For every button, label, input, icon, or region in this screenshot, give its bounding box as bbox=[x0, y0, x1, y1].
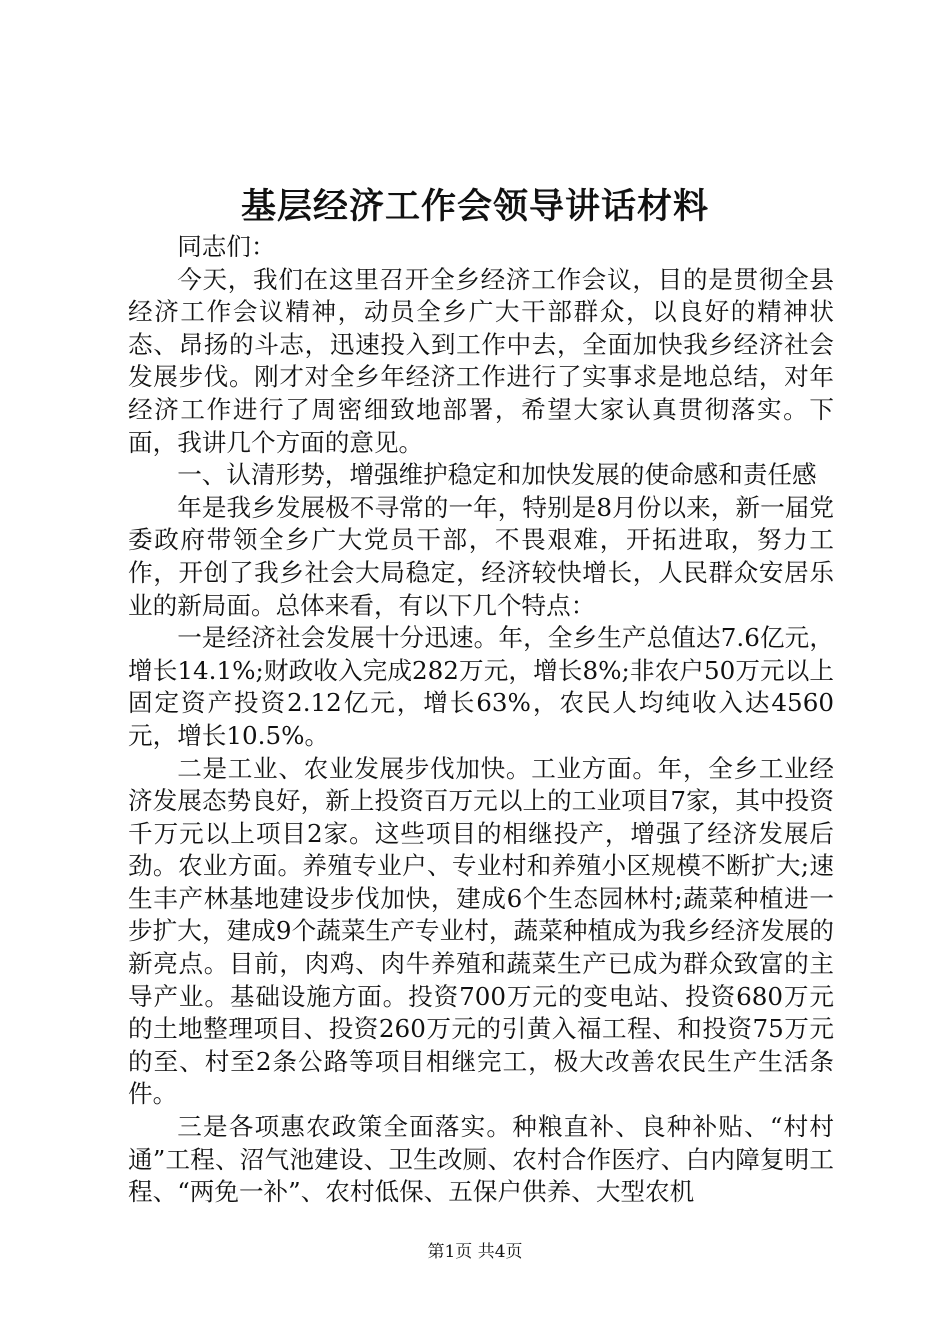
body-paragraph: 一是经济社会发展十分迅速。年，全乡生产总值达7.6亿元，增长14.1%;财政收入完成282万元，增长8%;非农户50万元以上固定资产投资2.12亿元，增长63%，农民人均纯收入达4560元，增长10.5%。 bbox=[128, 623, 834, 750]
intro-paragraph: 今天，我们在这里召开全乡经济工作会议，目的是贯彻全县经济工作会议精神，动员全乡广大干部群众，以良好的精神状态、昂扬的斗志，迅速投入到工作中去，全面加快我乡经济社会发展步伐。刚才对全乡年经济工作进行了实事求是地总结，对年经济工作进行了周密细致地部署，希望大家认真贯彻落实。下面，我讲几个方面的意见。 bbox=[128, 264, 834, 457]
salutation-paragraph: 同志们： bbox=[177, 232, 276, 261]
body-paragraph: 年是我乡发展极不寻常的一年，特别是8月份以来，新一届党委政府带领全乡广大党员干部，不畏艰难，开拓进取，努力工作，开创了我乡社会大局稳定，经济较快增长，人民群众安居乐业的新局面。总体来看，有以下几个特点： bbox=[128, 492, 834, 620]
section-heading-1: 一、认清形势，增强维护稳定和加快发展的使命感和责任感 bbox=[177, 460, 817, 490]
page-number-footer: 第1页 共4页 bbox=[427, 1242, 523, 1262]
body-paragraph: 三是各项惠农政策全面落实。种粮直补、良种补贴、“村村通”工程、沼气池建设、卫生改厕、农村合作医疗、白内障复明工程、“两免一补”、农村低保、五保户供养、大型农机 bbox=[128, 1112, 834, 1207]
body-paragraph: 二是工业、农业发展步伐加快。工业方面。年，全乡工业经济发展态势良好，新上投资百万元以上的工业项目7家，其中投资千万元以上项目2家。这些项目的相继投产，增强了经济发展后劲。农业方面。养殖专业户、专业村和养殖小区规模不断扩大;速生丰产林基地建设步伐加快，建成6个生态园林村;蔬菜种植进一步扩大，建成9个蔬菜生产专业村，蔬菜种植成为我乡经济发展的新亮点。目前，肉鸡、肉牛养殖和蔬菜生产已成为群众致富的主导产业。基础设施方面。投资700万元的变电站、投资680万元的土地整理项目、投资260万元的引黄入福工程、和投资75万元的至、村至2条公路等项目相继完工，极大改善农民生产生活条件。 bbox=[128, 753, 834, 1109]
document-title: 基层经济工作会领导讲话材料 bbox=[240, 187, 709, 227]
document-body bbox=[128, 231, 834, 1209]
